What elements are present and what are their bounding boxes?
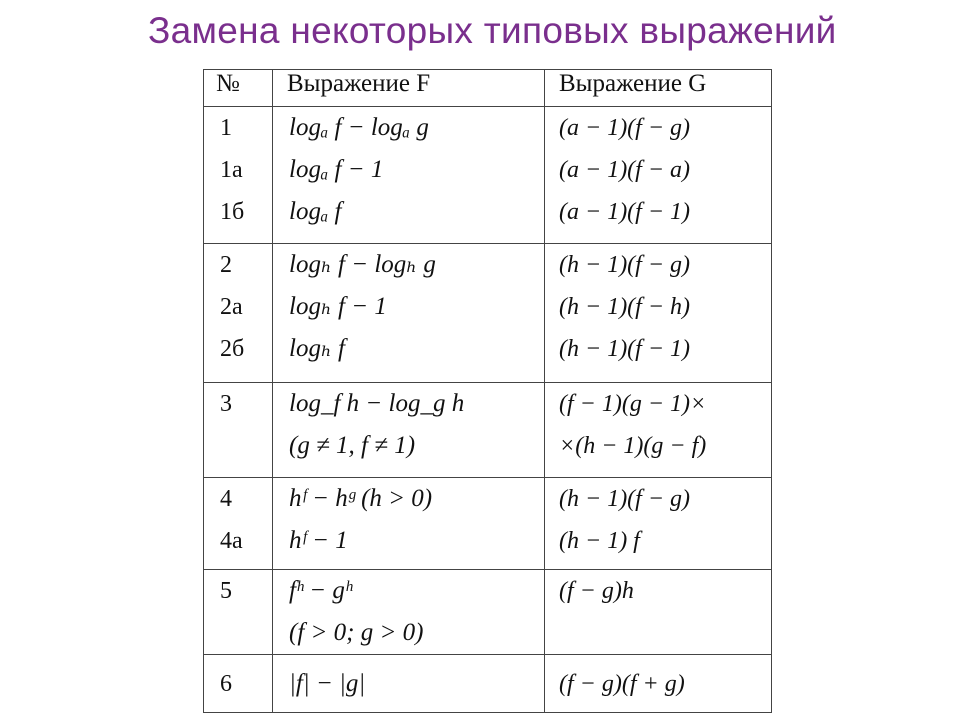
header-expression-g: Выражение G xyxy=(545,70,772,107)
formula-line: (f − 1)(g − 1)× xyxy=(559,391,707,417)
formula-line: (h − 1)(f − g) xyxy=(559,486,691,512)
formula-line: ×(h − 1)(g − f) xyxy=(559,433,707,459)
row-num-cell xyxy=(204,478,273,570)
row-number: 1 xyxy=(220,115,232,141)
header-expression-f: Выражение F xyxy=(273,70,545,107)
formula-line: (a − 1)(f − 1) xyxy=(559,199,691,225)
row-number: 4 xyxy=(220,486,232,512)
table-row xyxy=(204,655,772,713)
row-num-cell xyxy=(204,655,273,713)
row-number: 6 xyxy=(220,670,232,697)
formula-line: |f| − |g| xyxy=(289,669,366,697)
formula-line: logₕ f − logₕ g xyxy=(289,251,436,278)
expression-g-cell xyxy=(545,478,772,570)
expression-f-cell xyxy=(273,383,545,478)
table-row xyxy=(204,244,772,383)
formula-line: logₐ f xyxy=(289,198,342,225)
formula-line: (a − 1)(f − g) xyxy=(559,115,691,141)
expression-f-cell xyxy=(273,244,545,383)
formula-line: (g ≠ 1, f ≠ 1) xyxy=(289,432,416,459)
row-number: 2 xyxy=(220,252,232,278)
formula-line: logₕ f xyxy=(289,335,345,362)
formula-line: (f − g)(f + g) xyxy=(559,670,685,697)
table-row xyxy=(204,570,772,655)
substitution-table xyxy=(203,69,772,713)
formula-line: (h − 1)(f − h) xyxy=(559,294,691,320)
expression-f-cell xyxy=(273,107,545,244)
expression-g-cell xyxy=(545,244,772,383)
table-row xyxy=(204,478,772,570)
expression-f-cell xyxy=(273,570,545,655)
expression-f-cell xyxy=(273,655,545,713)
expression-f-cell xyxy=(273,478,545,570)
row-number: 3 xyxy=(220,391,232,417)
formula-line: (a − 1)(f − a) xyxy=(559,157,691,183)
row-number: 2б xyxy=(220,336,245,362)
table-row xyxy=(204,383,772,478)
table-row xyxy=(204,107,772,244)
formula-line: (f − g)h xyxy=(559,578,634,604)
formula-line: logₐ f − logₐ g xyxy=(289,114,429,141)
expression-g-cell xyxy=(545,107,772,244)
row-num-cell xyxy=(204,570,273,655)
formula-line: logₕ f − 1 xyxy=(289,293,387,320)
row-number: 5 xyxy=(220,578,232,604)
formula-line: (h − 1)(f − 1) xyxy=(559,336,691,362)
formula-line: hᶠ − hᵍ (h > 0) xyxy=(289,485,433,512)
header-num: № xyxy=(204,70,273,107)
table-header-row xyxy=(204,70,772,107)
row-num-cell xyxy=(204,383,273,478)
formula-line: fʰ − gʰ xyxy=(289,577,353,604)
formula-line: (f > 0; g > 0) xyxy=(289,619,424,646)
expression-g-cell xyxy=(545,570,772,655)
row-number: 2а xyxy=(220,294,243,320)
formula-line: (h − 1) f xyxy=(559,528,640,554)
page-title: Замена некоторых типовых выражений xyxy=(148,10,837,51)
row-number: 1а xyxy=(220,157,243,183)
formula-line: (h − 1)(f − g) xyxy=(559,252,691,278)
formula-line: hᶠ − 1 xyxy=(289,527,348,554)
expression-g-cell xyxy=(545,383,772,478)
row-num-cell xyxy=(204,107,273,244)
row-number: 1б xyxy=(220,199,245,225)
row-num-cell xyxy=(204,244,273,383)
expression-g-cell xyxy=(545,655,772,713)
formula-line: log_f h − log_g h xyxy=(289,390,465,417)
row-number: 4а xyxy=(220,528,243,554)
formula-line: logₐ f − 1 xyxy=(289,156,384,183)
